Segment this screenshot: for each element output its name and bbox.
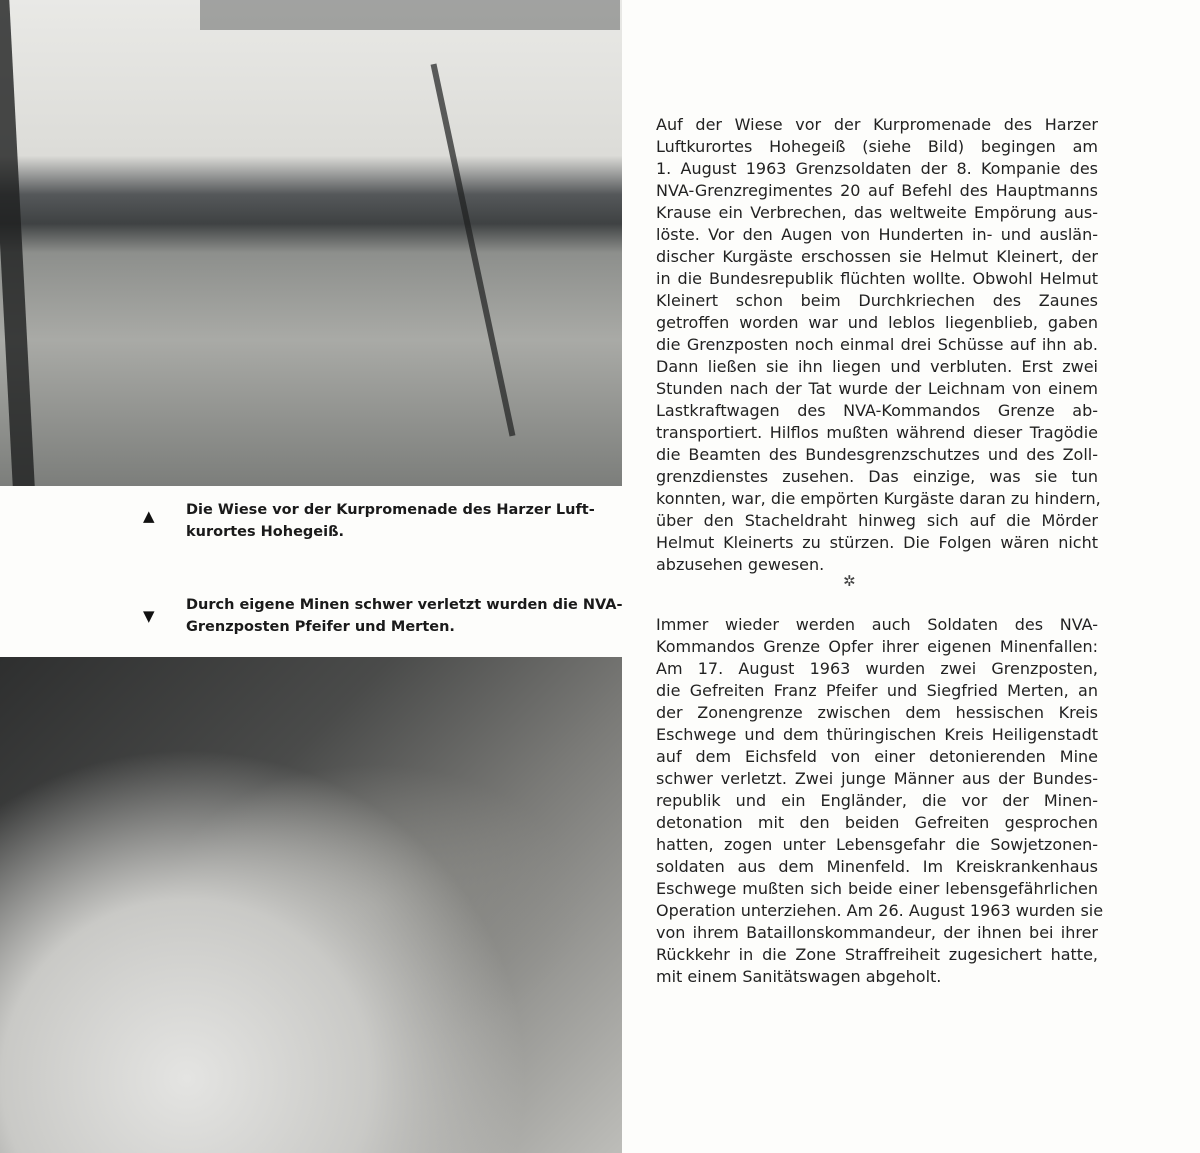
article-paragraph-1 [656, 114, 1101, 576]
photo-meadow-hohegeiss [0, 0, 622, 486]
text-line: über den Stacheldraht hinweg sich auf die Mörder [656, 511, 1098, 530]
text-line: auf dem Eichsfeld von einer detonierenden Mine [656, 747, 1098, 766]
caption-line: Durch eigene Minen schwer verletzt wurden die NVA- [186, 597, 623, 613]
text-line: Immer wieder werden auch Soldaten des NVA- [656, 615, 1098, 634]
text-line: in die Bundesrepublik flüchten wollte. Obwohl Helmut [656, 269, 1098, 288]
text-line: von ihrem Bataillonskommandeur, der ihnen bei ihrer [656, 923, 1098, 942]
arrow-up-icon: ▲ [143, 507, 155, 525]
caption-line: kurortes Hohegeiß. [186, 524, 345, 540]
caption-line: Grenzposten Pfeifer und Merten. [186, 619, 455, 635]
text-line: discher Kurgäste erschossen sie Helmut Kleinert, der [656, 247, 1098, 266]
separator-star-icon: ✲ [843, 572, 856, 590]
text-line: Stunden nach der Tat wurde der Leichnam von einem [656, 379, 1098, 398]
text-line: löste. Vor den Augen von Hunderten in- und auslän- [656, 225, 1098, 244]
text-line: Eschwege mußten sich beide einer lebensgefährlichen [656, 879, 1098, 898]
article-paragraph-2 [656, 614, 1104, 988]
text-line: Lastkraftwagen des NVA-Kommandos Grenze ab- [656, 401, 1098, 420]
text-line: grenzdienstes zusehen. Das einzige, was sie tun [656, 467, 1098, 486]
text-line: der Zonengrenze zwischen dem hessischen Kreis [656, 703, 1098, 722]
text-line: Krause ein Verbrechen, das weltweite Empörung aus- [656, 203, 1098, 222]
text-line: 1. August 1963 Grenzsoldaten der 8. Kompanie des [656, 159, 1098, 178]
text-line: transportiert. Hilflos mußten während dieser Tragödie [656, 423, 1098, 442]
text-line: Luftkurortes Hohegeiß (siehe Bild) begingen am [656, 137, 1098, 156]
text-line: NVA-Grenzregimentes 20 auf Befehl des Hauptmanns [656, 181, 1098, 200]
text-line: die Gefreiten Franz Pfeifer und Siegfried Merten, an [656, 681, 1098, 700]
text-line: Rückkehr in die Zone Straffreiheit zugesichert hatte, [656, 945, 1098, 964]
text-line: die Beamten des Bundesgrenzschutzes und des Zoll- [656, 445, 1098, 464]
text-line: republik und ein Engländer, die vor der Minen- [656, 791, 1098, 810]
text-line: Auf der Wiese vor der Kurpromenade des Harzer [656, 115, 1098, 134]
text-line: abzusehen gewesen. [656, 555, 825, 574]
caption-top-photo [186, 499, 626, 543]
text-line: Am 17. August 1963 wurden zwei Grenzposten, [656, 659, 1098, 678]
text-line: Helmut Kleinerts zu stürzen. Die Folgen wären nicht [656, 533, 1098, 552]
text-line: konnten, war, die empörten Kurgäste daran zu hindern, [656, 489, 1101, 508]
text-line: hatten, zogen unter Lebensgefahr die Sowjetzonen- [656, 835, 1098, 854]
caption-line: Die Wiese vor der Kurpromenade des Harzer Luft- [186, 502, 595, 518]
text-line: Kleinert schon beim Durchkriechen des Zaunes [656, 291, 1098, 310]
arrow-down-icon: ▼ [143, 607, 155, 625]
text-line: detonation mit den beiden Gefreiten gesprochen [656, 813, 1098, 832]
text-line: Operation unterziehen. Am 26. August 1963 wurden sie [656, 901, 1104, 920]
text-line: Dann ließen sie ihn liegen und verbluten. Erst zwei [656, 357, 1098, 376]
text-line: Kommandos Grenze Opfer ihrer eigenen Minenfallen: [656, 637, 1098, 656]
text-line: die Grenzposten noch einmal drei Schüsse auf ihn ab. [656, 335, 1098, 354]
photo-injured-border-guards [0, 657, 622, 1153]
text-line: schwer verletzt. Zwei junge Männer aus der Bundes- [656, 769, 1098, 788]
text-line: mit einem Sanitätswagen abgeholt. [656, 967, 942, 986]
text-line: Eschwege und dem thüringischen Kreis Heiligenstadt [656, 725, 1098, 744]
caption-bottom-photo [186, 594, 626, 638]
text-line: soldaten aus dem Minenfeld. Im Kreiskrankenhaus [656, 857, 1098, 876]
text-line: getroffen worden war und leblos liegenblieb, gaben [656, 313, 1098, 332]
